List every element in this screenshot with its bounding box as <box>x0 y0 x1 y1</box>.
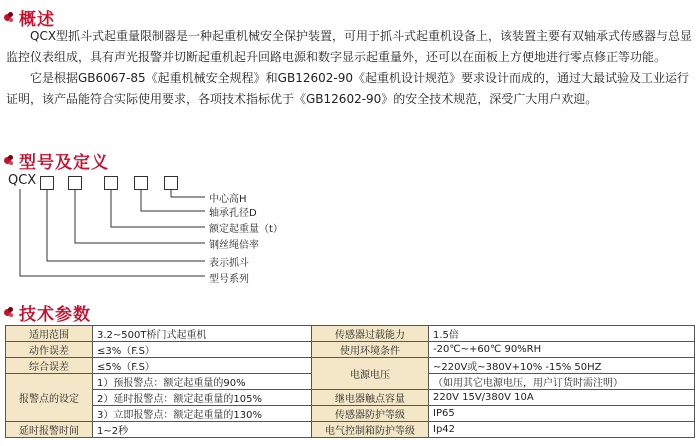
table-row <box>6 422 695 438</box>
spec-value: 1.5倍 <box>429 326 695 342</box>
model-label-series: 型号系列 <box>209 274 249 285</box>
spec-value: 3）立即报警点：额定起重量的130% <box>93 406 312 422</box>
spec-label: 继电器触点容量 <box>312 390 429 406</box>
model-label-bearing-bore: 轴承孔径D <box>209 208 257 219</box>
spec-label: 电源电压 <box>312 358 429 390</box>
spec-value: 3.2~500T桥门式起重机 <box>93 326 312 342</box>
overview-text <box>6 26 694 110</box>
overview-paragraph-2: 它是根据GB6067-85《起重机械安全规程》和GB12602-90《起重机设计规范》要求设计而成的，通过大最试验及工业运行证明，该产品能符合实际使用要求，各项技术指标优于《GB12602-90》的安全技术规范，深受广大用户欢迎。 <box>6 71 689 106</box>
model-header <box>4 148 109 173</box>
model-label-rated-load: 额定起重量（t） <box>209 224 283 235</box>
spec-value: ≤5%（F.S） <box>93 358 312 374</box>
spec-value: IP65 <box>429 406 695 422</box>
table-row <box>6 406 695 422</box>
spec-label: 综合误差 <box>6 358 93 374</box>
spec-value: ≤3%（F.S） <box>93 342 312 358</box>
table-row <box>6 342 695 358</box>
spec-value: 1~2秒 <box>93 422 312 438</box>
spec-value: -20℃~+60℃ 90%RH <box>429 342 695 358</box>
table-row <box>6 358 695 374</box>
spec-label: 报警点的设定 <box>6 374 93 422</box>
model-diagram <box>0 173 700 296</box>
section-bullet-icon <box>4 155 16 167</box>
spec-label: 动作误差 <box>6 342 93 358</box>
spec-label: 电气控制箱防护等级 <box>312 422 429 438</box>
spec-label: 适用范围 <box>6 326 93 342</box>
specs-header <box>4 300 91 325</box>
spec-value: Ip42 <box>429 422 695 438</box>
section-bullet-icon <box>4 12 16 24</box>
spec-value: ~220V或~380V+10% -15% 50HZ <box>429 358 695 374</box>
spec-label: 使用环境条件 <box>312 342 429 358</box>
spec-label: 传感器防护等级 <box>312 406 429 422</box>
spec-value: （如用其它电源电压，用户订货时需注明） <box>429 374 695 390</box>
model-label-center-height: 中心高H <box>209 194 247 205</box>
spec-label: 延时报警时间 <box>6 422 93 438</box>
model-label-rope-ratio: 钢丝绳倍率 <box>209 240 259 251</box>
spec-value: 1）预报警点：额定起重量的90% <box>93 374 312 390</box>
model-label-grab: 表示抓斗 <box>209 258 249 269</box>
model-connector-lines <box>0 176 700 296</box>
spec-value: 220V 15V/380V 10A <box>429 390 695 406</box>
model-title: 型号及定义 <box>19 153 109 173</box>
overview-title: 概述 <box>19 10 55 30</box>
table-row <box>6 390 695 406</box>
table-row <box>6 326 695 342</box>
spec-value: 2）延时报警点：额定起重量的105% <box>93 390 312 406</box>
spec-table <box>5 325 695 438</box>
model-prefix: QCX <box>8 173 37 188</box>
spec-label: 传感器过载能力 <box>312 326 429 342</box>
overview-paragraph-1: QCX型抓斗式起重量限制器是一种起重机械安全保护装置，可用于抓斗式起重机设备上，该装置主要有双轴承式传感器与总显监控仪表组成，具有声光报警并切断起重机起升回路电源和数字显示起重量外，还可以在面板上方便地进行零点修正等功能。 <box>6 29 693 64</box>
section-bullet-icon <box>4 307 16 319</box>
specs-title: 技术参数 <box>19 305 91 325</box>
